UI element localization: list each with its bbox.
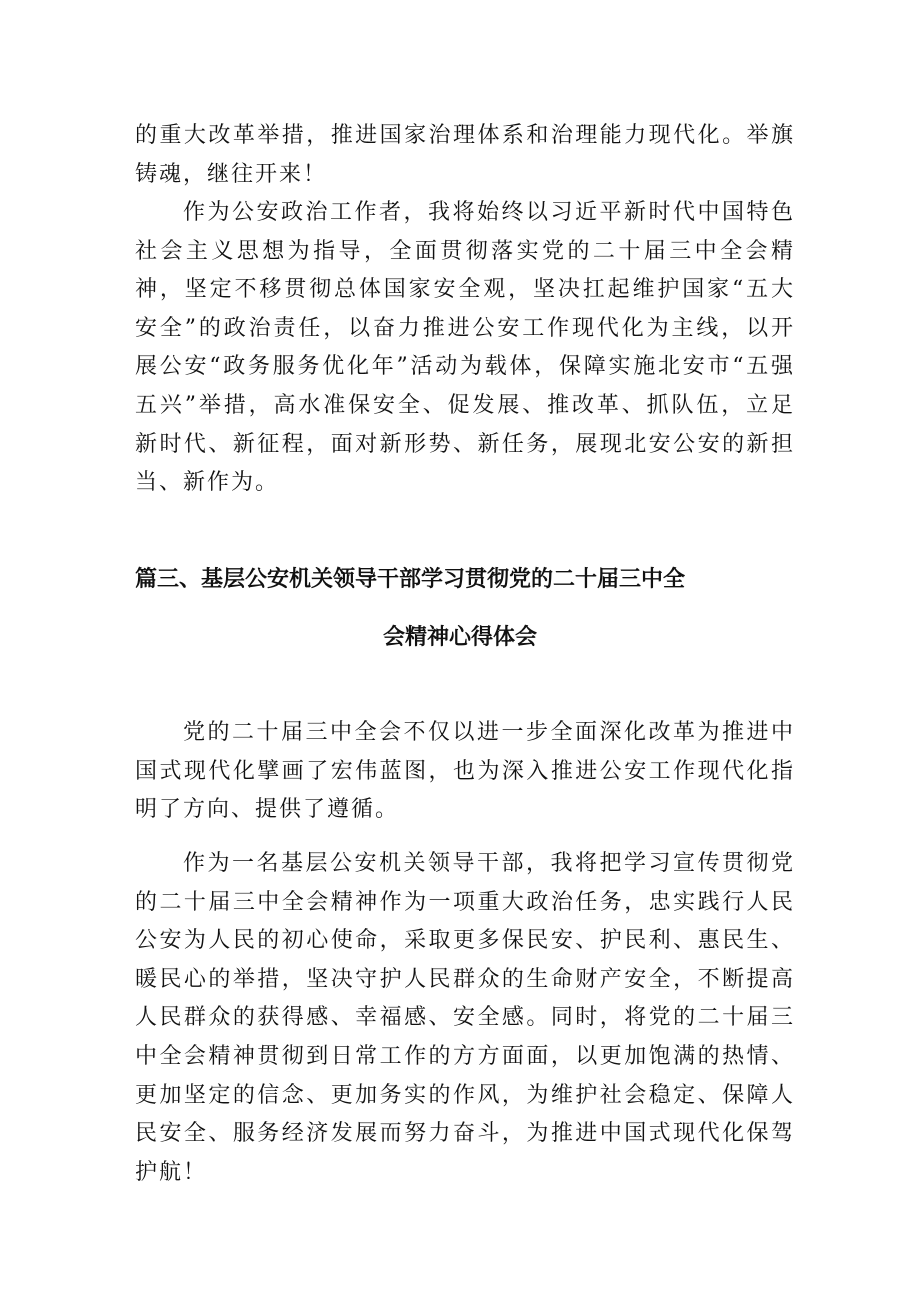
section-heading-continuation: 会精神心得体会 bbox=[382, 625, 537, 650]
paragraph: 作为公安政治工作者，我将始终以习近平新时代中国特色社会主义思想为指导，全面贯彻落实党的二十届三中全会精神，坚定不移贯彻总体国家安全观，坚决扛起维护国家“五大安全”的政治责任，以奋力推进公安工作现代化为主线，以开展公安“政务服务优化年”活动为载体，保障实施北安市“五强五兴”举措，高水准保安全、促发展、推改革、抓队伍，立足新时代、新征程，面对新形势、新任务，展现北安公安的新担当、新作为。 bbox=[135, 200, 795, 496]
paragraph: 党的二十届三中全会不仅以进一步全面深化改革为推进中国式现代化擘画了宏伟蓝图，也为深入推进公安工作现代化指明了方向、提供了遵循。 bbox=[135, 720, 795, 823]
section-heading: 篇三、基层公安机关领导干部学习贯彻党的二十届三中全 bbox=[135, 567, 686, 592]
paragraph: 作为一名基层公安机关领导干部，我将把学习宣传贯彻党的二十届三中全会精神作为一项重大政治任务，忠实践行人民公安为人民的初心使命，采取更多保民安、护民利、惠民生、暖民心的举措，坚决守护人民群众的生命财产安全，不断提高人民群众的获得感、幸福感、安全感。同时，将党的二十届三中全会精神贯彻到日常工作的方方面面，以更加饱满的热情、更加坚定的信念、更加务实的作风，为维护社会稳定、保障人民安全、服务经济发展而努力奋斗，为推进中国式现代化保驾护航！ bbox=[135, 851, 795, 1185]
paragraph-continuation: 的重大改革举措，推进国家治理体系和治理能力现代化。举旗铸魂，继往开来！ bbox=[135, 123, 795, 187]
